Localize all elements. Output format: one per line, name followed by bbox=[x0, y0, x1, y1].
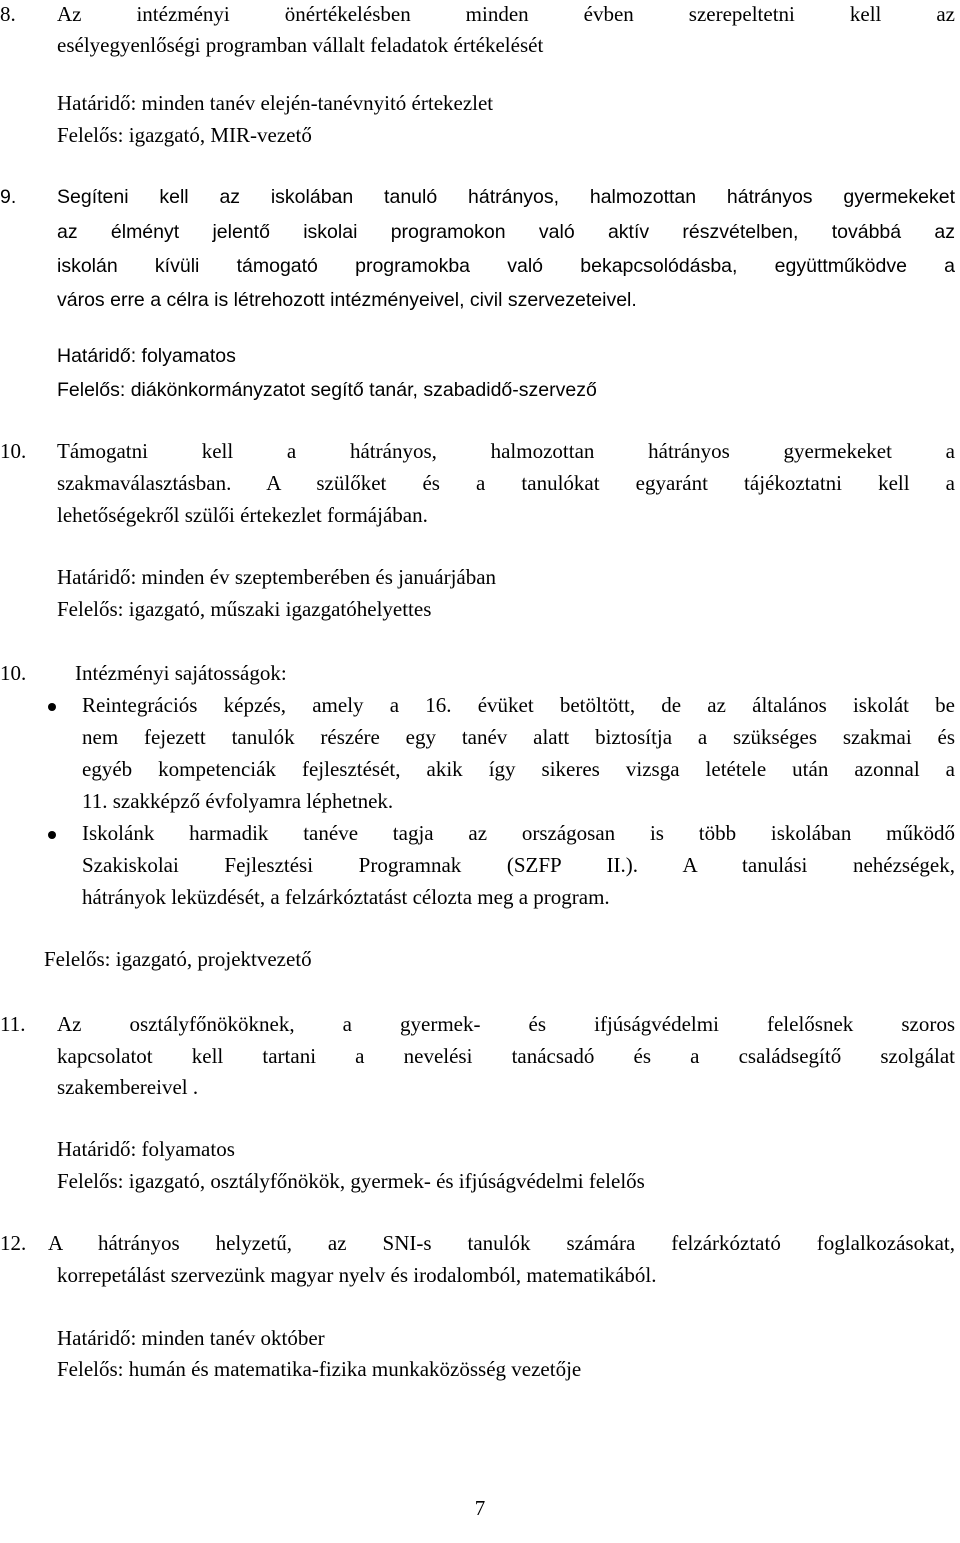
responsible-text: Felelős: igazgató, osztályfőnökök, gyermek- és ifjúságvédelmi felelős bbox=[57, 1169, 645, 1193]
responsible-text: Felelős: igazgató, MIR-vezető bbox=[57, 123, 312, 147]
deadline-text: Határidő: minden tanév október bbox=[57, 1326, 325, 1350]
item-text-line: Az osztályfőnököknek, a gyermek- és ifjúságvédelmi felelősnek szoros bbox=[57, 1012, 955, 1036]
bullet-text-line: egyéb kompetenciák fejlesztését, akik így sikeres vizsga letétele után azonnal a bbox=[82, 757, 955, 781]
item-text-line: esélyegyenlőségi programban vállalt feladatok értékelését bbox=[57, 33, 544, 57]
item-text-line: szakmaválasztásban. A szülőket és a tanulókat egyaránt tájékoztatni kell a bbox=[57, 471, 955, 495]
bullet-text-line: Reintegrációs képzés, amely a 16. évüket betöltött, de az általános iskolát be bbox=[82, 693, 955, 717]
responsible-text: Felelős: humán és matematika-fizika munkaközösség vezetője bbox=[57, 1357, 582, 1381]
item-text-line: város erre a célra is létrehozott intézményeivel, civil szervezeteivel. bbox=[57, 289, 637, 311]
bullet-text-line: hátrányok leküzdését, a felzárkóztatást célozta meg a program. bbox=[82, 885, 610, 909]
deadline-text: Határidő: folyamatos bbox=[57, 345, 236, 367]
item-text-line: lehetőségekről szülői értekezlet formájában. bbox=[57, 503, 428, 527]
deadline-text: Határidő: folyamatos bbox=[57, 1137, 235, 1161]
bullet-text-line: Szakiskolai Fejlesztési Programnak (SZFP II.). A tanulási nehézségek, bbox=[82, 853, 955, 877]
bullet-text-line: nem fejezett tanulók részére egy tanév alatt biztosítja a szükséges szakmai és bbox=[82, 725, 955, 749]
responsible-text: Felelős: igazgató, műszaki igazgatóhelyettes bbox=[57, 597, 432, 621]
item-number: 10. bbox=[0, 661, 27, 685]
responsible-text: Felelős: diákönkormányzatot segítő tanár, szabadidő-szervező bbox=[57, 379, 597, 401]
bullet-icon bbox=[48, 831, 56, 839]
item-text-line: kapcsolatot kell tartani a nevelési tanácsadó és a családsegítő szolgálat bbox=[57, 1044, 955, 1068]
item-number: 12. bbox=[0, 1231, 27, 1255]
page-number: 7 bbox=[474, 1496, 486, 1520]
deadline-text: Határidő: minden tanév elején-tanévnyitó értekezlet bbox=[57, 91, 494, 115]
item-text-line: Segíteni kell az iskolában tanuló hátrányos, halmozottan hátrányos gyermekeket bbox=[57, 186, 955, 208]
section-heading: Intézményi sajátosságok: bbox=[75, 661, 287, 685]
item-text-line: Az intézményi önértékelésben minden évben szerepeltetni kell az bbox=[57, 2, 955, 26]
item-number: 11. bbox=[0, 1012, 26, 1036]
deadline-text: Határidő: minden év szeptemberében és januárjában bbox=[57, 565, 497, 589]
item-number: 10. bbox=[0, 439, 27, 463]
item-text-line: A hátrányos helyzetű, az SNI-s tanulók számára felzárkóztató foglalkozásokat, bbox=[48, 1231, 955, 1255]
item-number: 8. bbox=[0, 2, 16, 26]
item-text-line: szakembereivel . bbox=[57, 1075, 199, 1099]
item-number: 9. bbox=[0, 186, 17, 208]
bullet-text-line: Iskolánk harmadik tanéve tagja az országosan is több iskolában működő bbox=[82, 821, 955, 845]
responsible-text: Felelős: igazgató, projektvezető bbox=[44, 947, 312, 971]
bullet-icon bbox=[48, 703, 56, 711]
item-text-line: korrepetálást szervezünk magyar nyelv és irodalomból, matematikából. bbox=[57, 1263, 657, 1287]
item-text-line: az élményt jelentő iskolai programokon való aktív részvételben, továbbá az bbox=[57, 221, 955, 243]
item-text-line: Támogatni kell a hátrányos, halmozottan hátrányos gyermekeket a bbox=[57, 439, 955, 463]
bullet-text-line: 11. szakképző évfolyamra léphetnek. bbox=[82, 789, 394, 813]
item-text-line: iskolán kívüli támogató programokba való bekapcsolódásba, együttműködve a bbox=[57, 255, 955, 277]
